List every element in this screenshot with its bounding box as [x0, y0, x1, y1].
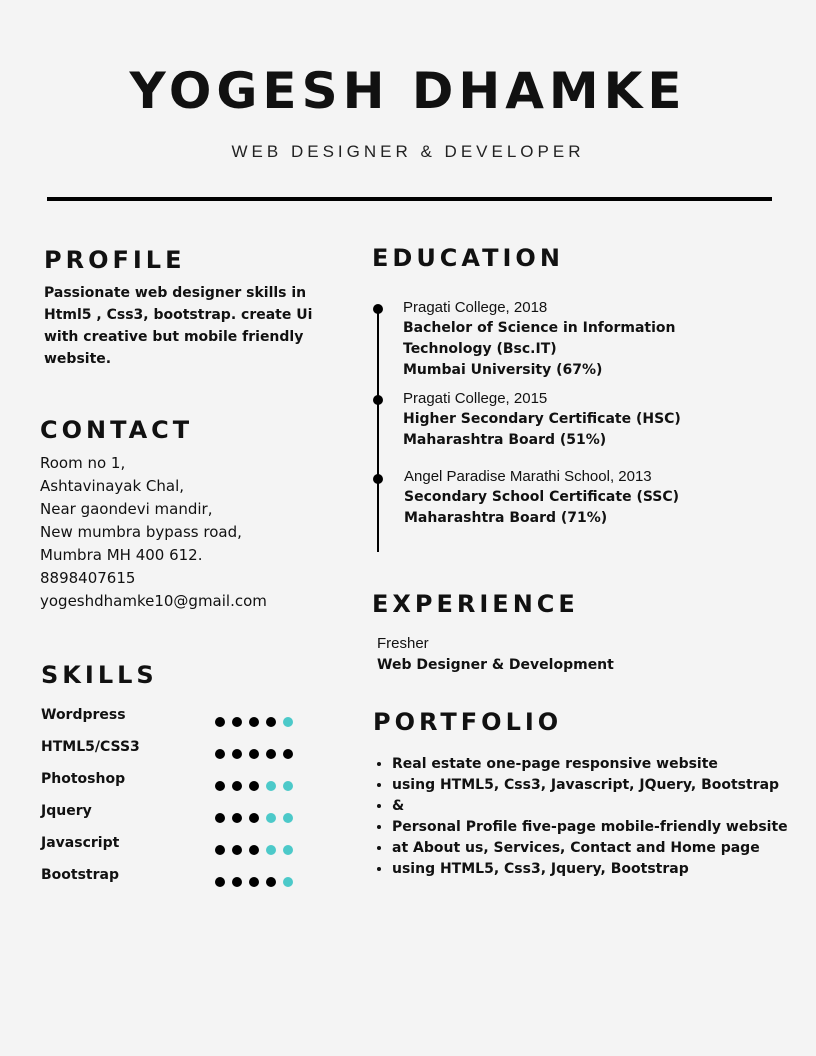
skill-dot-filled — [215, 813, 225, 823]
skill-dot-filled — [266, 717, 276, 727]
education-entry — [403, 297, 763, 381]
skill-dot-empty — [283, 781, 293, 791]
contact-line: Room no 1, — [40, 454, 126, 472]
skill-dot-empty — [283, 845, 293, 855]
experience-role: Web Designer & Development — [377, 657, 614, 673]
skill-dot-empty — [266, 813, 276, 823]
timeline-dot — [373, 304, 383, 314]
skill-dot-empty — [283, 717, 293, 727]
portfolio-item: • using HTML5, Css3, Javascript, JQuery, Bootstrap — [392, 775, 812, 796]
skill-dot-filled — [283, 749, 293, 759]
education-entry — [404, 466, 764, 529]
skill-rating — [215, 843, 300, 855]
experience-heading: EXPERIENCE — [372, 590, 579, 618]
education-college: Pragati College, 2018 — [403, 299, 548, 316]
portfolio-heading: PORTFOLIO — [373, 708, 563, 736]
skills-list — [41, 704, 301, 896]
skill-dot-filled — [249, 717, 259, 727]
contact-line: Mumbra MH 400 612. — [40, 546, 203, 564]
skill-rating — [215, 715, 300, 727]
skill-name: Bootstrap — [41, 867, 119, 883]
skill-row — [41, 832, 301, 864]
skill-dot-filled — [215, 781, 225, 791]
resume-name: YOGESH DHAMKE — [129, 62, 687, 120]
skill-dot-filled — [249, 781, 259, 791]
portfolio-item: • Personal Profile five-page mobile-friendly website — [392, 817, 812, 838]
skill-row — [41, 800, 301, 832]
education-degree: Bachelor of Science in Information Technology (Bsc.IT) — [403, 320, 676, 357]
education-board: Mumbai University (67%) — [403, 362, 603, 378]
skill-dot-filled — [232, 749, 242, 759]
skill-dot-filled — [215, 845, 225, 855]
skill-dot-filled — [232, 781, 242, 791]
profile-text: Passionate web designer skills in Html5 , Css3, bootstrap. create Ui with creative but mobile friendly website. — [44, 285, 313, 367]
skill-dot-filled — [249, 813, 259, 823]
skill-name: Wordpress — [41, 707, 126, 723]
education-degree: Secondary School Certificate (SSC) — [404, 489, 680, 505]
skill-name: HTML5/CSS3 — [41, 739, 140, 755]
skill-rating — [215, 875, 300, 887]
education-entry — [403, 388, 763, 451]
skill-dot-filled — [249, 845, 259, 855]
portfolio-item: • & — [392, 796, 812, 817]
skill-dot-filled — [215, 877, 225, 887]
portfolio-item: • at About us, Services, Contact and Home page — [392, 838, 812, 859]
skill-dot-filled — [215, 717, 225, 727]
profile-heading: PROFILE — [44, 246, 186, 274]
education-college: Angel Paradise Marathi School, 2013 — [404, 468, 652, 485]
contact-line: New mumbra bypass road, — [40, 523, 242, 541]
skill-dot-empty — [283, 877, 293, 887]
skill-dot-empty — [266, 845, 276, 855]
contact-line: Near gaondevi mandir, — [40, 500, 213, 518]
skill-dot-filled — [215, 749, 225, 759]
skill-rating — [215, 811, 300, 823]
skills-heading: SKILLS — [41, 661, 158, 689]
education-heading: EDUCATION — [372, 244, 564, 272]
contact-email: yogeshdhamke10@gmail.com — [40, 592, 267, 610]
education-board: Maharashtra Board (71%) — [404, 510, 608, 526]
portfolio-list — [372, 754, 812, 880]
experience-status: Fresher — [377, 635, 429, 652]
contact-line: Ashtavinayak Chal, — [40, 477, 185, 495]
skill-dot-filled — [249, 749, 259, 759]
skill-dot-filled — [266, 749, 276, 759]
resume-role: WEB DESIGNER & DEVELOPER — [231, 142, 585, 161]
skill-row — [41, 768, 301, 800]
skill-rating — [215, 779, 300, 791]
skill-dot-filled — [232, 717, 242, 727]
contact-heading: CONTACT — [40, 416, 194, 444]
contact-phone: 8898407615 — [40, 569, 136, 587]
portfolio-item: • using HTML5, Css3, Jquery, Bootstrap — [392, 859, 812, 880]
skill-name: Jquery — [41, 803, 92, 819]
skill-dot-filled — [232, 877, 242, 887]
skill-dot-empty — [266, 781, 276, 791]
skill-row — [41, 736, 301, 768]
skill-dot-filled — [266, 877, 276, 887]
skill-dot-filled — [249, 877, 259, 887]
skill-name: Javascript — [41, 835, 120, 851]
skill-row — [41, 704, 301, 736]
timeline-dot — [373, 395, 383, 405]
education-board: Maharashtra Board (51%) — [403, 432, 607, 448]
skill-rating — [215, 747, 300, 759]
experience-block — [377, 633, 777, 676]
education-college: Pragati College, 2015 — [403, 390, 548, 407]
contact-list — [40, 452, 340, 613]
skill-dot-empty — [283, 813, 293, 823]
skill-dot-filled — [232, 813, 242, 823]
skill-dot-filled — [232, 845, 242, 855]
skill-row — [41, 864, 301, 896]
timeline-line — [377, 306, 379, 552]
skill-name: Photoshop — [41, 771, 126, 787]
timeline-dot — [373, 474, 383, 484]
header-divider — [47, 197, 772, 201]
portfolio-item: • Real estate one-page responsive website — [392, 754, 812, 775]
education-degree: Higher Secondary Certificate (HSC) — [403, 411, 681, 427]
